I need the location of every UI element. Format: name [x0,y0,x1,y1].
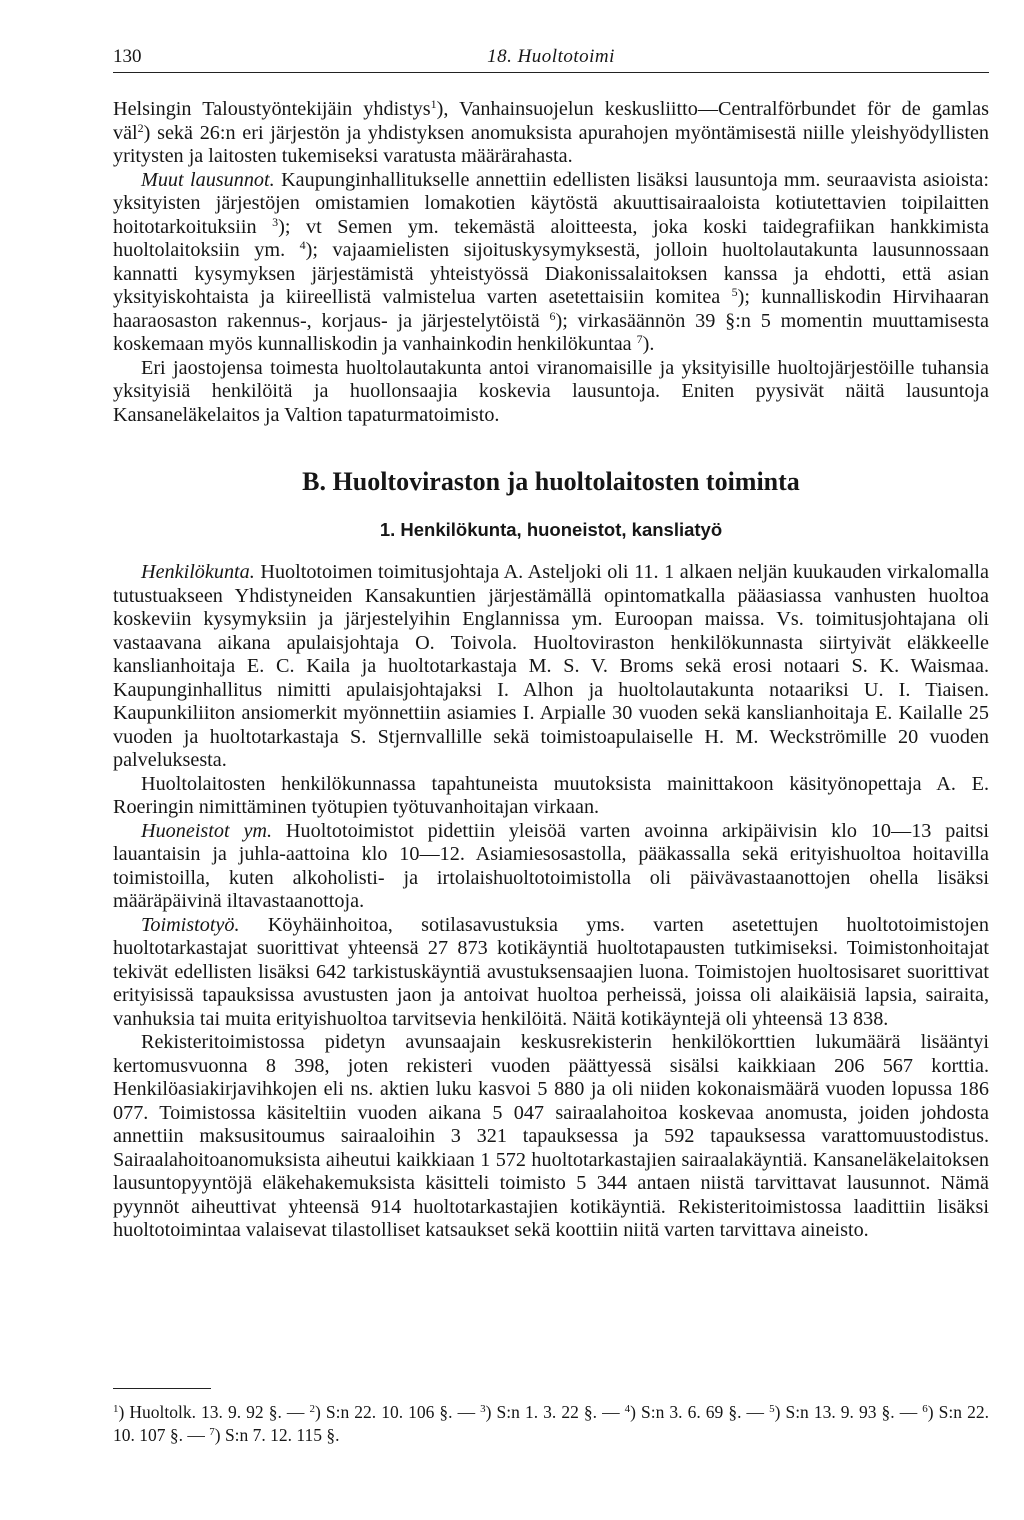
footnote-divider [113,1388,211,1389]
footnote: $^7$) S:n 7. 12. 115 §. [209,1425,340,1445]
section-heading: B. Huoltoviraston ja huoltolaitosten toiminta [302,467,800,496]
footnote-ref: 5 [731,285,738,299]
paragraph-institution-staff: Huoltolaitosten henkilökunnassa tapahtuneista muutoksista mainittakoon käsityönopettaja A. E. Roeringin nimittäminen työtupien työtuvanhoitajan virkaan. [113,772,989,818]
footnote: $^6$) S:n 22. 10. 107 §. — [113,1402,989,1445]
footnote-ref: 2 [137,120,144,135]
footnote: $^2$) S:n 22. 10. 106 §. — [309,1402,481,1422]
paragraph-register-office: Rekisteritoimistossa pidetyn avunsaajain keskusrekisterin henkilökorttien lukumäärä lisääntyi kertomusvuonna 8 398, joten rekisteri vuoden päättyessä sisälsi kaikkiaan 206 567 korttia. Henkilöasiakirjavihkojen eli ns. aktien luku kasvoi 5 880 ja oli niiden kokonaismäärä vuoden lopussa 186 077. Toimistossa käsiteltiin vuoden aikana 5 047 sairaalahoitoa koskevaa anomusta, joiden johdosta annettiin maksusitoumus sairaaloihin 3 321 tapauksessa ja 592 tapauksessa varattomuustodistus. Sairaalahoitoanomuksista aiheutui kaikkiaan 1 572 huoltotarkastajien sairaalakäyntiä. Kansaneläkelaitoksen lausuntopyyntöjä eläkehakemuksista käsitteli toimisto 5 344 antaen niistä tarvittavat lausunnot. Nämä pyynnöt aiheuttivat yhteensä 914 huoltotarkastajien kotikäyntiä. Rekisteritoimistossa laadittiin lisäksi huoltotoimintaa valaisevat tilastolliset katsaukset sekä koottiin niitä varten tarvittava aineisto. [113,1031,989,1241]
footnote-ref: 3 [272,214,279,229]
chapter-title: 18. Huoltotoimi [487,46,615,67]
paragraph-grants: Helsingin Taloustyöntekijäin yhdistys$^1$), Vanhainsuojelun keskusliitto—Centralförbundet för de gamlas väl$^2$) sekä 26:n eri järjestön ja yhdistyksen anomuksista apurahojen myöntämisestä niille yleishyödyllisten yritysten ja laitosten tukemiseksi varatusta määrärahasta. [113,97,989,167]
paragraph-premises: Huoneistot ym. Huoltotoimistot pidettiin yleisöä varten avoinna arkipäivisin klo 10—13 paitsi lauantaisin ja juhla-aattoina klo 10—12. Asiamiesosastolla, pääkassalla sekä erityishuoltoa hoitavilla toimistoilla, kuten alkoholisti- ja irtolaishuoltotoimistolla oli päivävastaanottojen ohella lisäksi määräpäivinä iltavastaanottoja. [113,819,989,912]
footnote: $^5$) S:n 13. 9. 93 §. — [769,1402,923,1422]
footnote: $^1$) Huoltolk. 13. 9. 92 §. — [113,1402,310,1422]
footnotes [113,1401,989,1447]
paragraph-office-work: Toimistotyö. Köyhäinhoitoa, sotilasavustuksia yms. varten asetettujen huoltotoimistojen huoltotarkastajat suorittivat yhteensä 27 873 kotikäyntiä huoltotapausten tutkimiseksi. Toimistonhoitajat tekivät edellisten lisäksi 642 tarkistuskäyntiä avustuksensaajien luona. Toimistojen huoltosisaret suorittivat erityisissä tapauksissa avustusten jaon ja antoivat huoltoa perheissä, joissa oli alaikäisiä lapsia, sairaita, vanhuksia tai muita erityishuoltoa tarvitsevia henkilöitä. Näitä kotikäyntejä oli yhteensä 13 838. [113,913,989,1030]
footnote-ref: 1 [430,97,437,111]
paragraph-statements-volume: Eri jaostojensa toimesta huoltolautakunta antoi viranomaisille ja yksityisille huoltojärjestöille tuhansia yksityisiä henkilöitä ja huollonsaajia koskevia lausuntoja. Eniten pyysivät näitä lausuntoja Kansaneläkelaitos ja Valtion tapaturmatoimisto. [113,356,989,426]
paragraph-lead: Henkilökunta. [141,561,255,583]
body-text [113,98,989,1243]
running-head [113,44,989,73]
subsection-heading: 1. Henkilökunta, huoneistot, kansliatyö [379,519,723,540]
footnote-ref: 6 [549,308,556,323]
paragraph-personnel: Henkilökunta. Huoltotoimen toimitusjohtaja A. Asteljoki oli 11. 1 alkaen neljän kuukauden virkalomalla tutustuakseen Yhdistyneiden Kansakuntien järjestämällä opintomatkalla pääasiassa vanhusten huoltoa koskeviin kysymyksiin ja järjestelyihin Englannissa ym. Euroopan maissa. Vs. toimitusjohtajana oli vastaavana aikana apulaisjohtaja O. Toivola. Huoltoviraston henkilökunnasta siirtyivät eläkkeelle kanslianhoitaja E. C. Kaila ja huoltotarkastaja M. S. V. Broms sekä erosi notaari S. K. Waismaa. Kaupunginhallitus nimitti apulaisjohtajaksi I. Alhon ja huoltolautakunta notaariksi U. I. Tiaisen. Kaupunkiliiton ansiomerkit myönnettiin asiamies I. Arpialle 30 vuoden sekä kanslianhoitaja E. Kailalle 25 vuoden ja huoltotarkastaja S. Stjernvallille sekä toimistoapulaiselle H. M. Weckströmille 20 vuoden palveluksesta. [113,561,989,771]
footnote: $^3$) S:n 1. 3. 22 §. — [480,1402,625,1422]
paragraph-other-statements: Muut lausunnot. Kaupunginhallitukselle annettiin edellisten lisäksi lausuntoja mm. seuraavista asioista: yksityisten järjestöjen omistamien lomakotien käytöstä akuuttisairaaloista kotiutettavien toipilaitten hoitotarkoituksiin $^3$); vt Semen ym. tekemästä aloitteesta, joka koski taidegrafiikan hankkimista huoltolaitoksiin ym. $^4$); vajaamielisten sijoituskysymyksestä, jolloin huoltolautakunta lausunnossaan kannatti kysymyksen järjestämistä yhteistyössä Diakonissalaitoksen kanssa ja ehdotti, että asian yksityiskohtaista ja kiireellistä valmistelua varten asetettaisiin komitea $^5$); kunnalliskodin Hirvihaaran haaraosaston rakennus-, korjaus- ja järjestelytöistä $^6$); virkasäännön 39 §:n 5 momentin muuttamisesta koskemaan myös kunnalliskodin ja vanhainkodin henkilökuntaa $^7$). [113,168,989,355]
paragraph-lead: Toimistotyö. [141,913,240,936]
footnote-ref: 4 [299,238,306,252]
footnote-ref: 7 [636,332,643,346]
paragraph-lead: Muut lausunnot. [141,168,275,191]
page-number: 130 [113,46,142,67]
paragraph-lead: Huoneistot ym. [141,819,273,842]
footnote: $^4$) S:n 3. 6. 69 §. — [624,1402,770,1422]
